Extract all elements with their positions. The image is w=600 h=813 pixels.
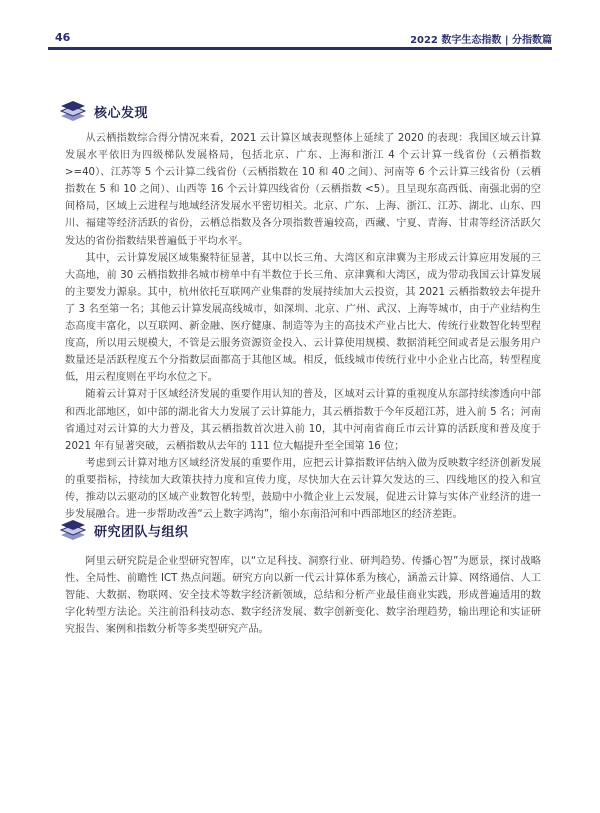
layered-diamond-icon xyxy=(60,518,86,542)
section-heading-research-team xyxy=(60,518,189,542)
paragraph: 阿里云研究院是企业型研究智库，以“立足科技、洞察行业、研判趋势、传播心智”为愿景，探讨战略性、全局性、前瞻性 ICT 热点问题。研究方向以新一代云计算体系为核心，涵盖云计算、网络通信、人工智能、大数据、物联网、安全技术等数字经济新领域，总结和分析产业最佳商业实践，形成普遍适用的数字化转型方法论。关注前沿科技动态、数字经济发展、数字创新变化、数字治理趋势，输出理论和实证研究报告、案例和指数分析等多类型研究产品。 xyxy=(65,556,541,636)
paragraph: 随着云计算对于区域经济发展的重要作用认知的普及，区域对云计算的重视度从东部持续渗透向中部和西北部地区，如中部的湖北省大力发展了云计算能力，其云栖指数于今年反超江苏，进入前 5 名；河南省通过对云计算的大力普及，其云栖指数首次进入前 10，其中河南省商丘市云计算的活跃度和普及度于 2021 年有显著突破，云栖指数从去年的 111 位大幅提升至全国第 16 位； xyxy=(65,389,541,452)
running-header: 2022 数字生态指数 | 分指数篇 xyxy=(410,35,552,46)
paragraph: 其中，云计算发展区域集聚特征显著，其中以长三角、大湾区和京津冀为主形成云计算应用发展的三大高地，前 30 云栖指数排名城市榜单中有半数位于长三角、京津冀和大湾区，成为带动我国云计算发展的主要发力源泉。其中，杭州依托互联网产业集群的发展持续加大云投资，其 2021 云栖指数较去年提升了 3 名至第一名；其他云计算发展高线城市，如深圳、北京、广州、武汉、上海等城市，由于产业结构生态高度丰富化，以互联网、新金融、医疗健康、制造等为主的高技术产业占比大、传统行业数智化转型程度高，所以用云规模大，不管是云服务资源资金投入、云计算使用规模、数据消耗空间或者是云服务用户数量还是活跃程度五个分指数层面都高于其他区域。相反，低线城市传统行业中小企业占比高，转型程度低，用云程度则在平均水位之下。 xyxy=(65,252,541,384)
section-body-core-findings xyxy=(65,130,541,523)
paragraph: 考虑到云计算对地方区域经济发展的重要作用，应把云计算指数评估纳入做为反映数字经济创新发展的重要指标，持续加大政策扶持力度和宣传力度，尽快加大在云计算欠发达的三、四线地区的投入和宣传，推动以云驱动的区域产业数智化转型，鼓励中小微企业上云发展，促进云计算与实体产业经济的进一步发展融合。进一步帮助改善“云上数字鸿沟”，缩小东南沿河和中西部地区的经济差距。 xyxy=(65,457,541,521)
layered-diamond-icon xyxy=(60,99,86,123)
header-rule xyxy=(48,47,552,50)
section-title: 研究团队与组织 xyxy=(94,524,189,540)
page-number: 46 xyxy=(55,31,71,44)
section-title: 核心发现 xyxy=(94,105,149,121)
paragraph: 从云栖指数综合得分情况来看，2021 云计算区域表现整体上延续了 2020 的表现：我国区域云计算发展水平依旧为四级梯队发展格局，包括北京、广东、上海和浙江 4 个云计算一线省份（云栖指数>=40）、江苏等 5 个云计算二线省份（云栖指数在 10 和 40 之间）、河南等 6 个云计算三线省份（云栖指数在 5 和 10 之间）、山西等 16 个云计算四线省份（云栖指数 <5）。且呈现东高西低、南强北弱的空间格局，区域上云进程与地域经济发展水平密切相关。北京、广东、上海、浙江、江苏、湖北、山东、四川、福建等经济活跃的省份，云栖总指数及各分项指数普遍较高，西藏、宁夏、青海、甘肃等经济活跃欠发达的省份指数结果普遍低于平均水平。 xyxy=(65,133,541,247)
section-body-research-team xyxy=(65,553,541,638)
section-heading-core-findings xyxy=(60,99,148,123)
